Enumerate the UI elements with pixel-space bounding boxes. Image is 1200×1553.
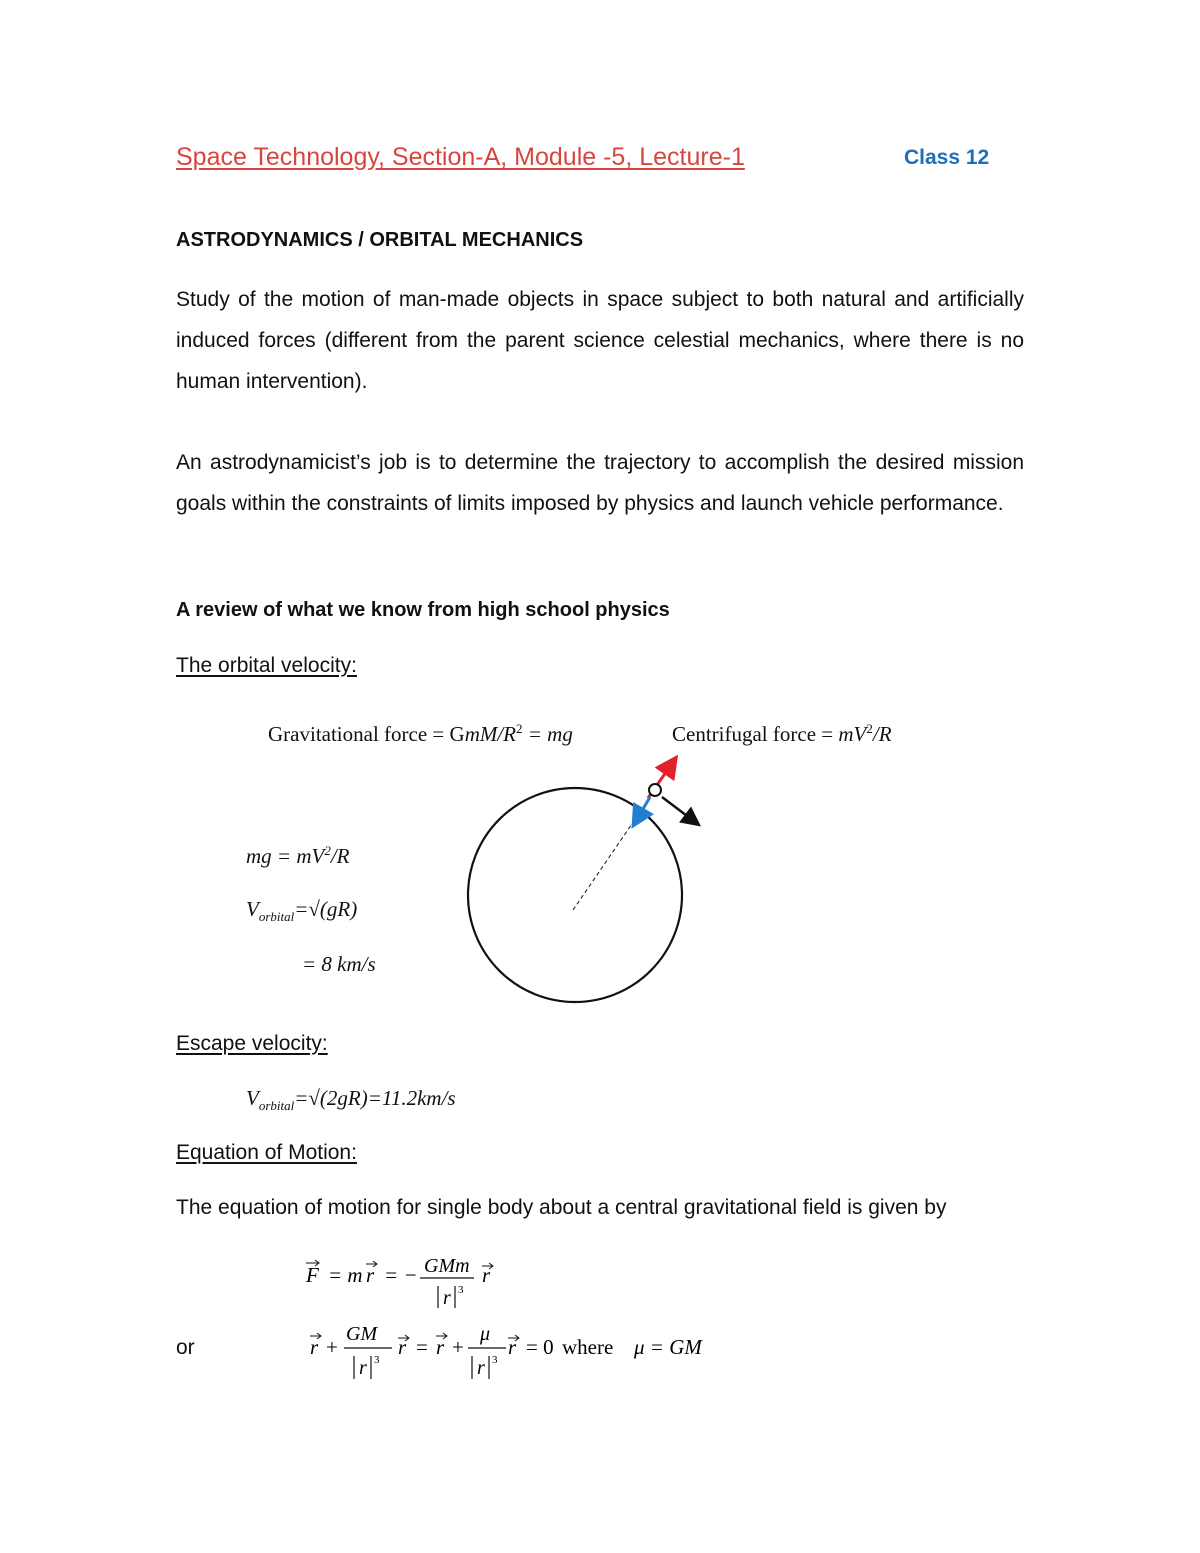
centrifugal-force-equation: Centrifugal force = $mV^2/R$ [672, 721, 892, 746]
review-heading: A review of what we know from high school physics [176, 599, 670, 621]
eq2-power-2: 3 [492, 1354, 498, 1366]
eq2-denominator-1: r [359, 1357, 367, 1379]
eq2-numerator-2: μ [480, 1323, 491, 1345]
equals-sign: = [416, 1335, 428, 1359]
earth-circle [468, 788, 682, 1002]
eq2-r-1: r [398, 1335, 407, 1359]
equation-escape-velocity: $V_{orbital}=√(2gR)=11.2km/s$ [246, 1086, 456, 1114]
main-heading: ASTRODYNAMICS / ORBITAL MECHANICS [176, 229, 584, 251]
equation-of-motion-intro: The equation of motion for single body about a central gravitational field is given by [176, 1196, 947, 1219]
equation-mg-balance: mg = $mV^2/R$ [246, 843, 350, 868]
eq1-F: F [306, 1263, 319, 1287]
eq2-denominator-2: r [477, 1357, 485, 1379]
eq2-r-2: r [508, 1335, 517, 1359]
eq2-numerator-1: GM [346, 1323, 378, 1345]
plus-sign: + [452, 1335, 464, 1359]
eq1-r-ddot: r [366, 1263, 375, 1287]
equation-of-motion-heading: Equation of Motion: [176, 1141, 357, 1164]
eq1-r: r [482, 1263, 491, 1287]
eq2-zero: = 0 [526, 1335, 554, 1359]
equation-orbital-velocity-value: = 8 km/s [302, 952, 376, 976]
orbit-diagram [440, 740, 730, 1020]
eq2-r-ddot-1: r [310, 1335, 319, 1359]
eq2-power-1: 3 [374, 1354, 380, 1366]
paragraph-definition: Study of the motion of man-made objects in space subject to both natural and artificially induced forces (different from the parent science celestial mechanics, where there is no human intervention). [176, 288, 1024, 393]
orbital-velocity-heading: The orbital velocity: [176, 654, 357, 677]
escape-velocity-heading: Escape velocity: [176, 1032, 328, 1055]
eq1-equals: = − [384, 1263, 418, 1287]
equation-of-motion-2 [300, 1316, 740, 1391]
where-expression: μ = GM [634, 1335, 702, 1359]
velocity-arrow [662, 797, 695, 822]
eq1-mid: = m [328, 1263, 363, 1287]
or-label: or [176, 1336, 195, 1359]
document-title: Space Technology, Section-A, Module -5, Lecture-1 [176, 143, 745, 171]
equation-orbital-velocity: $V_{orbital}=√(gR)$ [246, 897, 358, 925]
plus-sign: + [326, 1335, 338, 1359]
radius-line [573, 818, 636, 910]
class-label: Class 12 [904, 146, 990, 169]
paragraph-astrodynamicist: An astrodynamicist’s job is to determine the trajectory to accomplish the desired mission goals within the constraints of limits imposed by physics and launch vehicle performance. [176, 451, 1024, 515]
equation-of-motion-1 [300, 1248, 520, 1318]
eq2-r-ddot-2: r [436, 1335, 445, 1359]
satellite [649, 784, 661, 796]
eq1-denominator: r [443, 1287, 451, 1309]
where-label: where [562, 1335, 614, 1359]
eq1-power: 3 [458, 1284, 464, 1296]
eq1-numerator: GMm [424, 1255, 470, 1277]
gravitational-force-equation: Gravitational force = GmM/$R^2$ = mg [268, 721, 573, 746]
